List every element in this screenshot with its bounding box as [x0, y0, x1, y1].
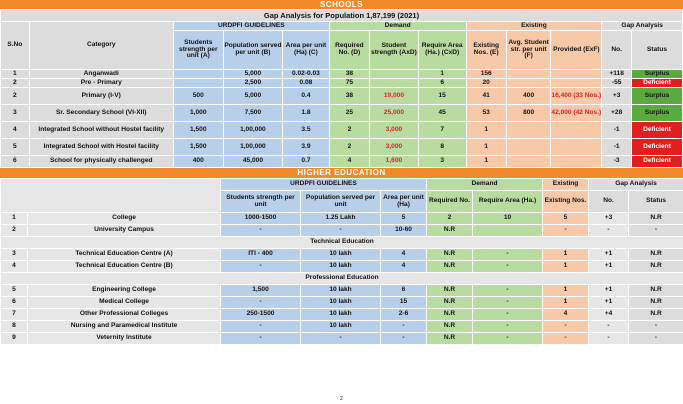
row-required: N.R: [427, 285, 473, 297]
table-row: [1, 156, 683, 168]
header-sno: S.No: [1, 22, 30, 70]
row-required: 75: [329, 79, 369, 88]
row-population-served: 1,00,000: [223, 122, 282, 139]
row-gap-no: -1: [602, 139, 632, 156]
row-required: 2: [329, 139, 369, 156]
row-require-area: -: [473, 249, 543, 261]
row-require-area: 15: [418, 88, 466, 105]
row-gap-status: N.R: [629, 309, 683, 321]
table-row: [1, 88, 683, 105]
row-existing-nos: 1: [466, 139, 506, 156]
row-require-area: 3: [418, 156, 466, 168]
row-area: -: [381, 321, 427, 333]
he-group-existing: Existing: [543, 179, 589, 191]
row-sno: 7: [1, 309, 28, 321]
row-existing: 1: [543, 297, 589, 309]
row-gap-no: +1: [589, 261, 629, 273]
row-students: 250-1500: [221, 309, 301, 321]
row-category: Nursing and Paramedical Institute: [28, 321, 221, 333]
row-existing-nos: 156: [466, 70, 506, 79]
table-row: [1, 261, 683, 273]
row-area: -: [381, 333, 427, 345]
header-existing-nos: Existing Nos. (E): [466, 31, 506, 70]
schools-banner: SCHOOLS: [0, 0, 683, 9]
row-require-area: [473, 225, 543, 237]
row-student-strength: 3,000: [370, 139, 419, 156]
he-section-professional: Professional Education: [1, 273, 683, 285]
row-required: 4: [329, 156, 369, 168]
row-population-served: 7,500: [223, 105, 282, 122]
he-section-technical: Technical Education: [1, 237, 683, 249]
row-area: 2-6: [381, 309, 427, 321]
row-students: -: [221, 321, 301, 333]
row-require-area: 6: [418, 79, 466, 88]
row-gap-status: N.R: [629, 285, 683, 297]
row-area-per-unit: 0.7: [283, 156, 330, 168]
he-header-area: Area per unit (Ha): [381, 191, 427, 213]
row-existing: 1: [543, 249, 589, 261]
row-students-strength: 1,500: [173, 139, 223, 156]
table-row: [1, 139, 683, 156]
table-row: [1, 333, 683, 345]
he-group-gap-analysis: Gap Analysis: [589, 179, 683, 191]
row-category: Technical Education Centre (A): [28, 249, 221, 261]
row-avg-student: [506, 122, 551, 139]
row-avg-student: [506, 156, 551, 168]
row-sno: 6: [1, 156, 30, 168]
row-population: 1.25 Lakh: [301, 213, 381, 225]
he-header-students: Students strength per unit: [221, 191, 301, 213]
row-existing: -: [543, 321, 589, 333]
row-gap-status: N.R: [629, 261, 683, 273]
row-existing-nos: 41: [466, 88, 506, 105]
row-require-area: -: [473, 285, 543, 297]
row-student-strength: 3,000: [370, 122, 419, 139]
row-require-area: -: [473, 309, 543, 321]
group-gap-analysis: Gap Analysis: [602, 22, 683, 31]
row-existing: 1: [543, 285, 589, 297]
row-gap-no: -: [589, 225, 629, 237]
row-area-per-unit: 3.5: [283, 122, 330, 139]
row-gap-status: N.R: [629, 297, 683, 309]
row-area: 6: [381, 285, 427, 297]
row-gap-no: +28: [602, 105, 632, 122]
higher-education-table: [0, 178, 683, 345]
row-sno: 2: [1, 79, 30, 88]
row-students: -: [221, 297, 301, 309]
row-student-strength: 1,600: [370, 156, 419, 168]
row-area: 5: [381, 213, 427, 225]
row-required: 38: [329, 88, 369, 105]
row-student-strength: [370, 79, 419, 88]
header-students-strength: Students strength per unit (A): [173, 31, 223, 70]
row-area-per-unit: 1.8: [283, 105, 330, 122]
row-category: School for physically challenged: [29, 156, 173, 168]
status-badge: Surplus: [631, 88, 682, 105]
page-number: 2: [340, 396, 343, 402]
row-area: 10-60: [381, 225, 427, 237]
row-provided: [551, 79, 602, 88]
row-sno: 9: [1, 333, 28, 345]
row-required: N.R: [427, 333, 473, 345]
header-student-strength: Student strength (AxD): [370, 31, 419, 70]
row-required: 2: [329, 122, 369, 139]
row-area-per-unit: 0.08: [283, 79, 330, 88]
status-badge: Deficient: [631, 139, 682, 156]
row-area: 4: [381, 261, 427, 273]
row-category: Technical Education Centre (B): [28, 261, 221, 273]
row-require-area: -: [473, 261, 543, 273]
status-badge: Surplus: [631, 70, 682, 79]
row-sno: 1: [1, 70, 30, 79]
row-required: N.R: [427, 225, 473, 237]
row-sno: 2: [1, 88, 30, 105]
table-row: [1, 321, 683, 333]
row-sno: 1: [1, 213, 28, 225]
row-gap-no: +1: [589, 249, 629, 261]
row-area: 15: [381, 297, 427, 309]
row-area: 4: [381, 249, 427, 261]
table-row: [1, 122, 683, 139]
header-gap-no: No.: [602, 31, 632, 70]
row-students-strength: 1,000: [173, 105, 223, 122]
row-existing-nos: 1: [466, 156, 506, 168]
row-students-strength: 1,500: [173, 122, 223, 139]
row-category: Other Professional Colleges: [28, 309, 221, 321]
row-students: -: [221, 261, 301, 273]
row-population: 10 lakh: [301, 285, 381, 297]
row-avg-student: [506, 79, 551, 88]
row-require-area: 8: [418, 139, 466, 156]
he-header-existing: Existing Nos.: [543, 191, 589, 213]
row-gap-no: +1: [589, 285, 629, 297]
he-header-status: Status: [629, 191, 683, 213]
row-population-served: 5,000: [223, 88, 282, 105]
row-require-area: -: [473, 297, 543, 309]
row-avg-student: [506, 139, 551, 156]
row-provided: [551, 122, 602, 139]
row-population: -: [301, 225, 381, 237]
row-category: Veternity Institute: [28, 333, 221, 345]
row-sno: 2: [1, 225, 28, 237]
row-students: 1,500: [221, 285, 301, 297]
row-gap-no: -55: [602, 79, 632, 88]
row-category: Integrated School with Hostel facility: [29, 139, 173, 156]
row-area-per-unit: 0.4: [283, 88, 330, 105]
schools-title: Gap Analysis for Population 1,87,199 (2021): [1, 10, 683, 22]
row-population-served: 1,00,000: [223, 139, 282, 156]
row-require-area: 10: [473, 213, 543, 225]
row-population: 10 lakh: [301, 309, 381, 321]
row-required: 25: [329, 105, 369, 122]
row-students-strength: [173, 70, 223, 79]
row-avg-student: 400: [506, 88, 551, 105]
row-require-area: 1: [418, 70, 466, 79]
table-row: [1, 249, 683, 261]
row-category: Sr. Secondary School (VI-XII): [29, 105, 173, 122]
row-category: Engineering College: [28, 285, 221, 297]
row-existing-nos: 20: [466, 79, 506, 88]
header-required: Required No. (D): [329, 31, 369, 70]
row-category: University Campus: [28, 225, 221, 237]
row-gap-no: +1: [589, 297, 629, 309]
row-population: -: [301, 333, 381, 345]
he-header-require-area: Require Area (Ha.): [473, 191, 543, 213]
table-row: [1, 297, 683, 309]
row-sno: 3: [1, 249, 28, 261]
header-gap-status: Status: [631, 31, 682, 70]
row-category: College: [28, 213, 221, 225]
row-provided: 16,400 (33 Nos.): [551, 88, 602, 105]
row-require-area: 45: [418, 105, 466, 122]
row-gap-no: +118: [602, 70, 632, 79]
he-header-blank: [1, 179, 221, 213]
header-require-area: Require Area (Ha.) (CxD): [418, 31, 466, 70]
row-gap-status: N.R: [629, 249, 683, 261]
row-sno: 5: [1, 139, 30, 156]
row-gap-no: -: [589, 321, 629, 333]
table-row: [1, 105, 683, 122]
row-gap-status: -: [629, 333, 683, 345]
header-area-per-unit: Area per unit (Ha) (C): [283, 31, 330, 70]
row-existing-nos: 53: [466, 105, 506, 122]
row-student-strength: 19,000: [370, 88, 419, 105]
table-row: [1, 79, 683, 88]
row-category: Pre - Primary: [29, 79, 173, 88]
row-students: -: [221, 225, 301, 237]
row-gap-no: -: [589, 333, 629, 345]
status-badge: Deficient: [631, 156, 682, 168]
row-sno: 6: [1, 297, 28, 309]
row-sno: 3: [1, 105, 30, 122]
row-students-strength: [173, 79, 223, 88]
row-avg-student: [506, 70, 551, 79]
table-row: [1, 285, 683, 297]
row-population: 10 lakh: [301, 249, 381, 261]
row-gap-no: +3: [602, 88, 632, 105]
row-gap-no: -1: [602, 122, 632, 139]
row-population-served: 45,000: [223, 156, 282, 168]
group-demand: Demand: [329, 22, 466, 31]
row-existing: -: [543, 225, 589, 237]
row-area-per-unit: 3.9: [283, 139, 330, 156]
row-category: Medical College: [28, 297, 221, 309]
row-required: 38: [329, 70, 369, 79]
row-student-strength: 25,000: [370, 105, 419, 122]
row-require-area: -: [473, 321, 543, 333]
row-avg-student: 800: [506, 105, 551, 122]
row-sno: 5: [1, 285, 28, 297]
table-row: [1, 309, 683, 321]
row-gap-no: +4: [589, 309, 629, 321]
row-students: ITI - 400: [221, 249, 301, 261]
he-group-urdpfi: URDPFI GUIDELINES: [221, 179, 427, 191]
row-gap-no: +3: [589, 213, 629, 225]
row-students-strength: 500: [173, 88, 223, 105]
row-students: -: [221, 333, 301, 345]
row-provided: [551, 156, 602, 168]
header-avg-student: Avg. Student str. per unit (F): [506, 31, 551, 70]
row-gap-status: N.R: [629, 213, 683, 225]
schools-table: [0, 9, 683, 168]
he-header-required: Required No.: [427, 191, 473, 213]
row-require-area: 7: [418, 122, 466, 139]
row-students: 1000-1500: [221, 213, 301, 225]
row-require-area: -: [473, 333, 543, 345]
row-existing: 5: [543, 213, 589, 225]
higher-education-banner: HIGHER EDUCATION: [0, 168, 683, 178]
row-required: N.R: [427, 261, 473, 273]
table-row: [1, 70, 683, 79]
group-urdpfi: URDPFI GUIDELINES: [173, 22, 329, 31]
row-gap-status: -: [629, 321, 683, 333]
row-required: N.R: [427, 297, 473, 309]
row-area-per-unit: 0.02-0.03: [283, 70, 330, 79]
row-required: 2: [427, 213, 473, 225]
header-category: Category: [29, 22, 173, 70]
status-badge: Deficient: [631, 122, 682, 139]
row-population-served: 2,500: [223, 79, 282, 88]
row-sno: 8: [1, 321, 28, 333]
row-existing: -: [543, 333, 589, 345]
row-category: Anganwadi: [29, 70, 173, 79]
table-row: [1, 225, 683, 237]
row-population-served: 5,000: [223, 70, 282, 79]
row-sno: 4: [1, 122, 30, 139]
row-students-strength: 400: [173, 156, 223, 168]
row-provided: [551, 70, 602, 79]
status-badge: Surplus: [631, 105, 682, 122]
row-student-strength: [370, 70, 419, 79]
row-category: Integrated School without Hostel facility: [29, 122, 173, 139]
table-row: [1, 213, 683, 225]
row-existing-nos: 1: [466, 122, 506, 139]
group-existing: Existing: [466, 22, 602, 31]
he-header-population: Population served per unit: [301, 191, 381, 213]
row-gap-no: -3: [602, 156, 632, 168]
he-header-no: No.: [589, 191, 629, 213]
row-required: N.R: [427, 249, 473, 261]
row-required: N.R: [427, 321, 473, 333]
row-provided: [551, 139, 602, 156]
row-gap-status: -: [629, 225, 683, 237]
header-provided: Provided (ExF): [551, 31, 602, 70]
he-group-demand: Demand: [427, 179, 543, 191]
row-category: Primary (I-V): [29, 88, 173, 105]
row-population: 10 lakh: [301, 261, 381, 273]
row-required: N.R: [427, 309, 473, 321]
row-population: 10 lakh: [301, 321, 381, 333]
status-badge: Deficient: [631, 79, 682, 88]
row-population: 10 lakh: [301, 297, 381, 309]
row-sno: 4: [1, 261, 28, 273]
row-provided: 42,000 (42 Nos.): [551, 105, 602, 122]
header-population-served: Population served per unit (B): [223, 31, 282, 70]
row-existing: 1: [543, 261, 589, 273]
row-existing: 4: [543, 309, 589, 321]
